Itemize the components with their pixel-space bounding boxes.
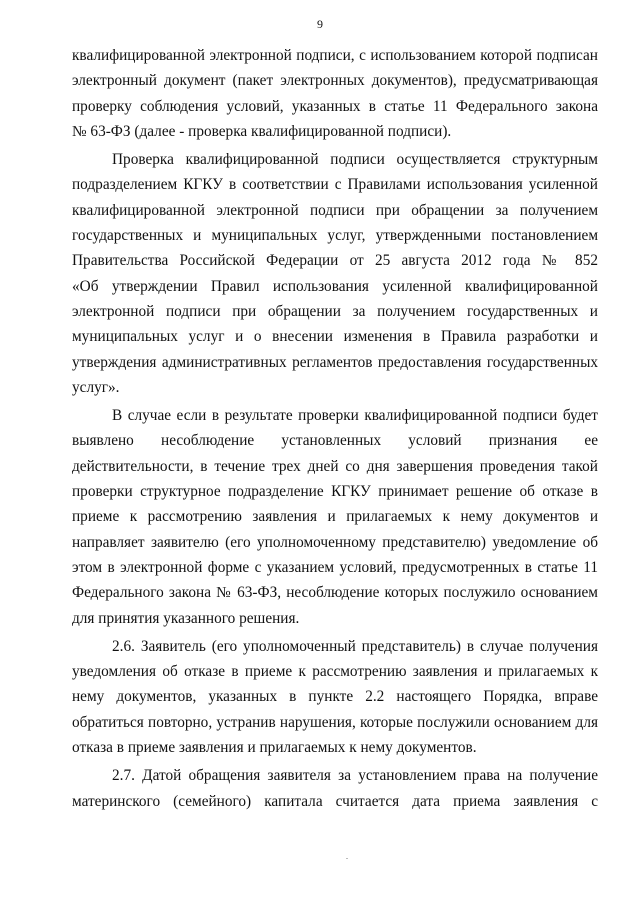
text-line: материнского (семейного) капитала считается дата приема заявления с — [72, 792, 598, 810]
text-line: для принятия указанного решения. — [72, 609, 300, 627]
text-line: «Об утверждении Правил использования усиленной квалифицированной — [72, 277, 598, 295]
text-line: обратиться повторно, устранив нарушения, которые послужили основанием для — [72, 713, 598, 731]
text-line: подразделением КГКУ в соответствии с Правилами использования усиленной — [72, 176, 598, 194]
text-line: отказа в приеме заявления и прилагаемых к нему документов. — [72, 739, 477, 757]
text-line: услуг». — [72, 378, 120, 396]
text-line: Правительства Российской Федерации от 25 августа 2012 года № 852 — [72, 252, 598, 270]
text-line: нему документов, указанных в пункте 2.2 настоящего Порядка, вправе — [72, 688, 598, 706]
paragraph-noncompliance — [72, 403, 598, 631]
document-body — [72, 43, 598, 814]
text-line: государственных и муниципальных услуг, утвержденными постановлением — [72, 227, 598, 245]
text-line: направляет заявителю (его уполномоченному представителю) уведомление об — [72, 533, 598, 551]
text-line: утверждения административных регламентов предоставления государственных — [72, 353, 598, 371]
text-line: В случае если в результате проверки квалифицированной подписи будет — [112, 407, 598, 425]
text-line: выявлено несоблюдение установленных условий признания ее — [72, 432, 598, 450]
text-line: приеме к рассмотрению заявления и прилагаемых к нему документов и — [72, 508, 598, 526]
text-line: проверку соблюдения условий, указанных в статье 11 Федерального закона — [72, 97, 598, 115]
text-line: электронной подписи при обращении за получением государственных и — [72, 302, 598, 320]
text-line: квалифицированной электронной подписи при обращении за получением — [72, 201, 598, 219]
text-line: № 63-ФЗ (далее - проверка квалифицированной подписи). — [72, 122, 452, 140]
text-line: этом в электронной форме с указанием условий, предусмотренных в статье 11 — [72, 558, 598, 576]
text-line: Проверка квалифицированной подписи осуществляется структурным — [112, 151, 598, 169]
text-line: электронный документ (пакет электронных документов), предусматривающая — [72, 72, 598, 90]
paragraph-section-2-7 — [72, 763, 598, 814]
paragraph-continuation — [72, 43, 598, 144]
text-line: действительности, в течение трех дней со дня завершения проведения такой — [72, 457, 598, 475]
text-line: 2.7. Датой обращения заявителя за установлением права на получение — [112, 767, 598, 785]
text-line: 2.6. Заявитель (его уполномоченный представитель) в случае получения — [112, 637, 598, 655]
text-line: Федерального закона № 63-ФЗ, несоблюдение которых послужило основанием — [72, 584, 598, 602]
page-number: 9 — [317, 17, 323, 31]
scan-speck — [346, 858, 348, 859]
text-line: проверки структурное подразделение КГКУ принимает решение об отказе в — [72, 483, 598, 501]
paragraph-section-2-6 — [72, 634, 598, 760]
text-line: квалифицированной электронной подписи, с использованием которой подписан — [72, 47, 598, 64]
paragraph-verification — [72, 147, 598, 400]
text-line: муниципальных услуг и о внесении изменения в Правила разработки и — [72, 328, 598, 346]
text-line: уведомления об отказе в приеме к рассмотрению заявления и прилагаемых к — [72, 663, 598, 681]
